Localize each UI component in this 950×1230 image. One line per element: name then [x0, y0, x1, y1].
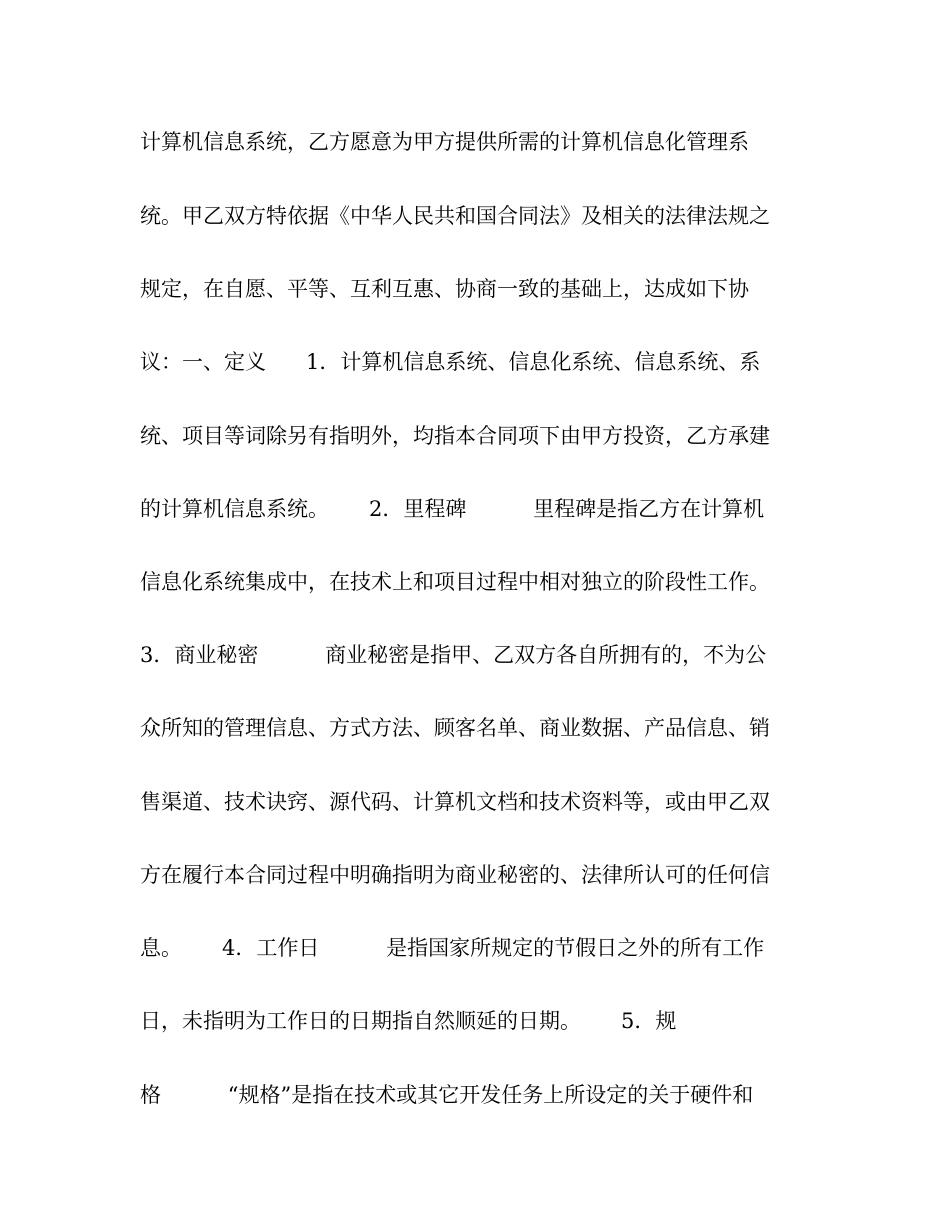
- text-line: 规定，在自愿、平等、互利互惠、协商一致的基础上，达成如下协: [140, 277, 749, 301]
- text-line: 众所知的管理信息、方式方法、顾客名单、商业数据、产品信息、销: [140, 716, 770, 740]
- text-line: 3．商业秘密 商业秘密是指甲、乙双方各自所拥有的，不为公: [140, 643, 767, 667]
- text-line: 售渠道、技术诀窍、源代码、计算机文档和技术资料等，或由甲乙双: [140, 790, 770, 814]
- text-line: 议：一、定义 1．计算机信息系统、信息化系统、信息系统、系: [140, 350, 761, 374]
- text-line: 息。 4．工作日 是指国家所规定的节假日之外的所有工作: [140, 936, 765, 960]
- text-line: 统。甲乙双方特依据《中华人民共和国合同法》及相关的法律法规之: [140, 204, 770, 228]
- text-line: 统、项目等词除另有指明外，均指本合同项下由甲方投资，乙方承建: [140, 424, 770, 448]
- text-line: 计算机信息系统，乙方愿意为甲方提供所需的计算机信息化管理系: [140, 130, 749, 154]
- text-line: 方在履行本合同过程中明确指明为商业秘密的、法律所认可的任何信: [140, 863, 770, 887]
- text-line: 格 “规格”是指在技术或其它开发任务上所设定的关于硬件和: [140, 1083, 754, 1107]
- text-line: 信息化系统集成中，在技术上和项目过程中相对独立的阶段性工作。: [140, 570, 770, 594]
- text-line: 的计算机信息系统。 2．里程碑 里程碑是指乙方在计算机: [140, 497, 765, 521]
- text-line: 日，未指明为工作日的日期指自然顺延的日期。 5．规: [140, 1009, 677, 1033]
